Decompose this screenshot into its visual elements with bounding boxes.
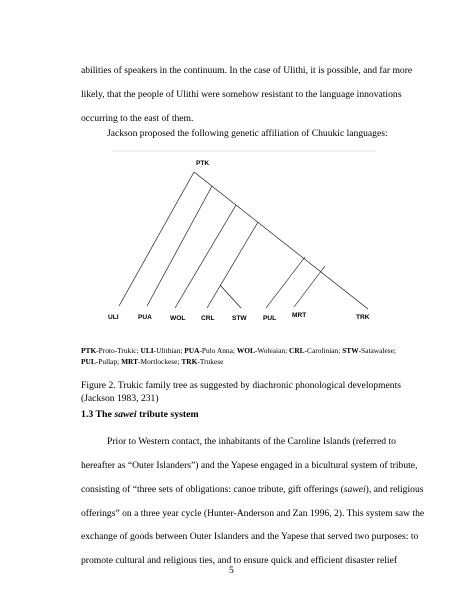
body-text-line: Prior to Western contact, the inhabitants of the Caroline Islands (referred to	[107, 436, 396, 447]
tree-branch	[220, 285, 241, 308]
legend-name: -Pullap;	[95, 357, 122, 366]
tree-leaf-label: PUL	[263, 315, 277, 322]
section-heading	[81, 409, 199, 420]
legend-code: PTK	[81, 346, 97, 355]
legend-name: -Satawalese;	[358, 346, 396, 355]
heading-rest: tribute system	[136, 409, 199, 420]
body-text-line: abilities of speakers in the continuum. In the case of Ulithi, it is possible, and far more	[81, 65, 413, 76]
caption-line: (Jackson 1983, 231)	[81, 393, 159, 404]
tree-leaf-label: CRL	[201, 315, 215, 322]
body-text-line: exchange of goods between Outer Islanders and the Yapese that served two purposes: to	[81, 531, 419, 542]
tree-branch	[119, 172, 194, 306]
legend-code: PUL	[81, 357, 96, 366]
legend-name: -Trukese	[197, 357, 224, 366]
figure-legend	[81, 345, 396, 367]
legend-code: STW	[342, 346, 359, 355]
tree-leaf-label: ULI	[108, 314, 119, 321]
legend-name: -Carolinian;	[304, 346, 343, 355]
legend-name: -Pulo Anna;	[199, 346, 237, 355]
tree-branch	[147, 186, 212, 306]
figure-caption	[81, 379, 401, 405]
legend-code: TRK	[181, 357, 198, 366]
tree-branch	[294, 266, 325, 307]
tree-leaf-label: STW	[232, 315, 247, 322]
legend-name: -Woleaian;	[254, 346, 289, 355]
text-run: ), and religious	[365, 484, 424, 495]
page-number: 5	[229, 565, 234, 576]
legend-code: WOL	[236, 346, 255, 355]
caption-line: Figure 2. Trukic family tree as suggested by diachronic phonological developments	[81, 380, 401, 391]
legend-code: PUA	[184, 346, 200, 355]
body-text-line: hereafter as “Outer Islanders”) and the Yapese engaged in a bicultural system of tribute,	[81, 460, 418, 471]
legend-name: -Ulithian;	[153, 346, 185, 355]
body-text-line: offerings” on a three year cycle (Hunter-Anderson and Zan 1996, 2). This system saw the	[81, 508, 425, 519]
heading-number: 1.3 The	[81, 409, 115, 420]
legend-code: MRT	[121, 357, 139, 366]
legend-code: ULI	[140, 346, 154, 355]
body-text-line: likely, that the people of Ulithi were somehow resistant to the language innovations	[81, 89, 402, 100]
body-text-line: promote cultural and religious ties, and to ensure quick and efficient disaster relief	[81, 555, 398, 566]
text-run: consisting of “three sets of obligations: canoe tribute, gift offerings (	[81, 484, 344, 495]
figure-intro-text: Jackson proposed the following genetic affiliation of Chuukic languages:	[107, 128, 388, 139]
tree-leaf-label: TRK	[356, 314, 370, 321]
legend-name: -Mortlockese;	[138, 357, 182, 366]
body-text-line: occurring to the east of them.	[81, 113, 194, 124]
tree-root-label: PTK	[196, 160, 210, 167]
heading-italic-term: sawei	[114, 409, 137, 420]
legend-name: -Proto-Trukic;	[96, 346, 141, 355]
body-text-line	[81, 485, 423, 495]
legend-code: CRL	[288, 346, 305, 355]
tree-leaf-label: WOL	[170, 315, 186, 322]
italic-term: sawei	[343, 484, 366, 495]
tree-leaf-label: MRT	[292, 312, 307, 319]
tree-branch	[207, 222, 258, 308]
tree-leaf-label: PUA	[138, 314, 152, 321]
